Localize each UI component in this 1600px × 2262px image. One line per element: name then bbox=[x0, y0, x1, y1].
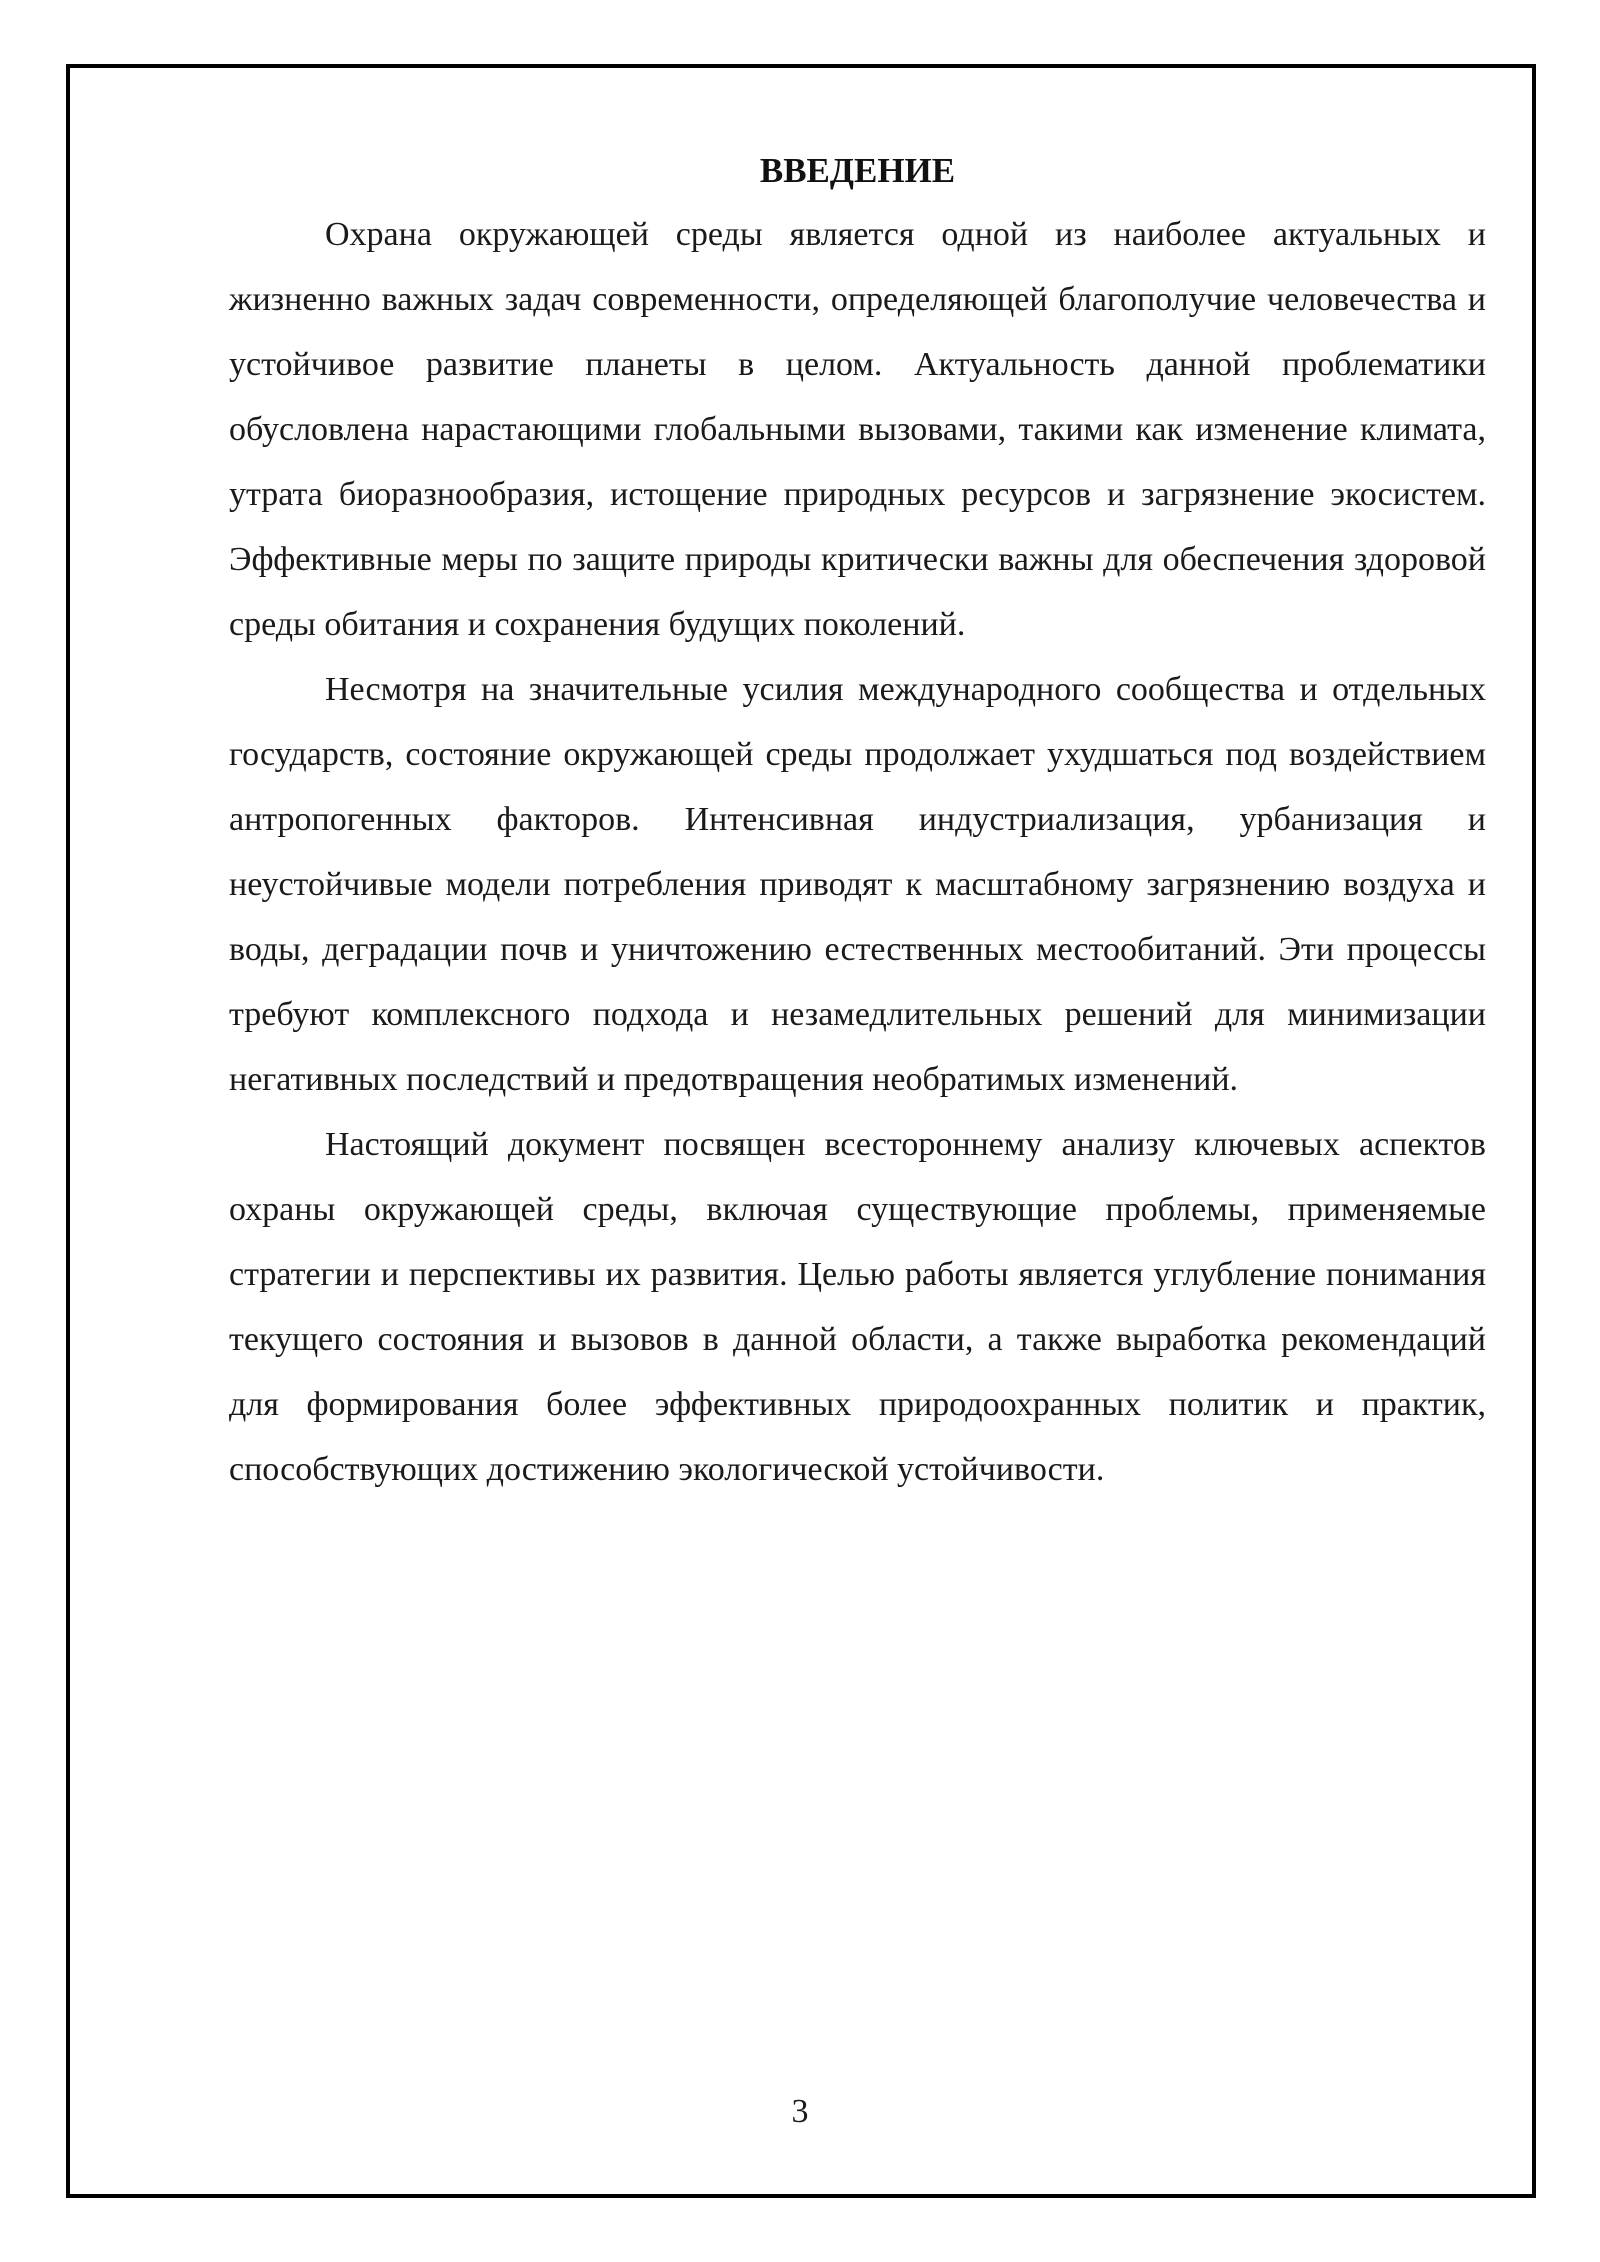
paragraph-1: Охрана окружающей среды является одной из наиболее актуальных и жизненно важных задач современности, определяющей благополучие человечества и устойчивое развитие планеты в целом. Актуальность данной проблематики обусловлена нарастающими глобальными вызовами, такими как изменение климата, утрата биоразнообразия, истощение природных ресурсов и загрязнение экосистем. Эффективные меры по защите природы критически важны для обеспечения здоровой среды обитания и сохранения будущих поколений. bbox=[229, 216, 1486, 643]
paragraph-2: Несмотря на значительные усилия международного сообщества и отдельных государств, состояние окружающей среды продолжает ухудшаться под воздействием антропогенных факторов. Интенсивная индустриализация, урбанизация и неустойчивые модели потребления приводят к масштабному загрязнению воздуха и воды, деградации почв и уничтожению естественных местообитаний. Эти процессы требуют комплексного подхода и незамедлительных решений для минимизации негативных последствий и предотвращения необратимых изменений. bbox=[229, 671, 1486, 1098]
document-body bbox=[229, 148, 1486, 1502]
page-number: 3 bbox=[791, 2093, 809, 2130]
paragraph-3: Настоящий документ посвящен всестороннему анализу ключевых аспектов охраны окружающей среды, включая существующие проблемы, применяемые стратегии и перспективы их развития. Целью работы является углубление понимания текущего состояния и вызовов в данной области, а также выработка рекомендаций для формирования более эффективных природоохранных политик и практик, способствующих достижению экологической устойчивости. bbox=[229, 1126, 1486, 1488]
section-heading: ВВЕДЕНИЕ bbox=[759, 151, 956, 190]
